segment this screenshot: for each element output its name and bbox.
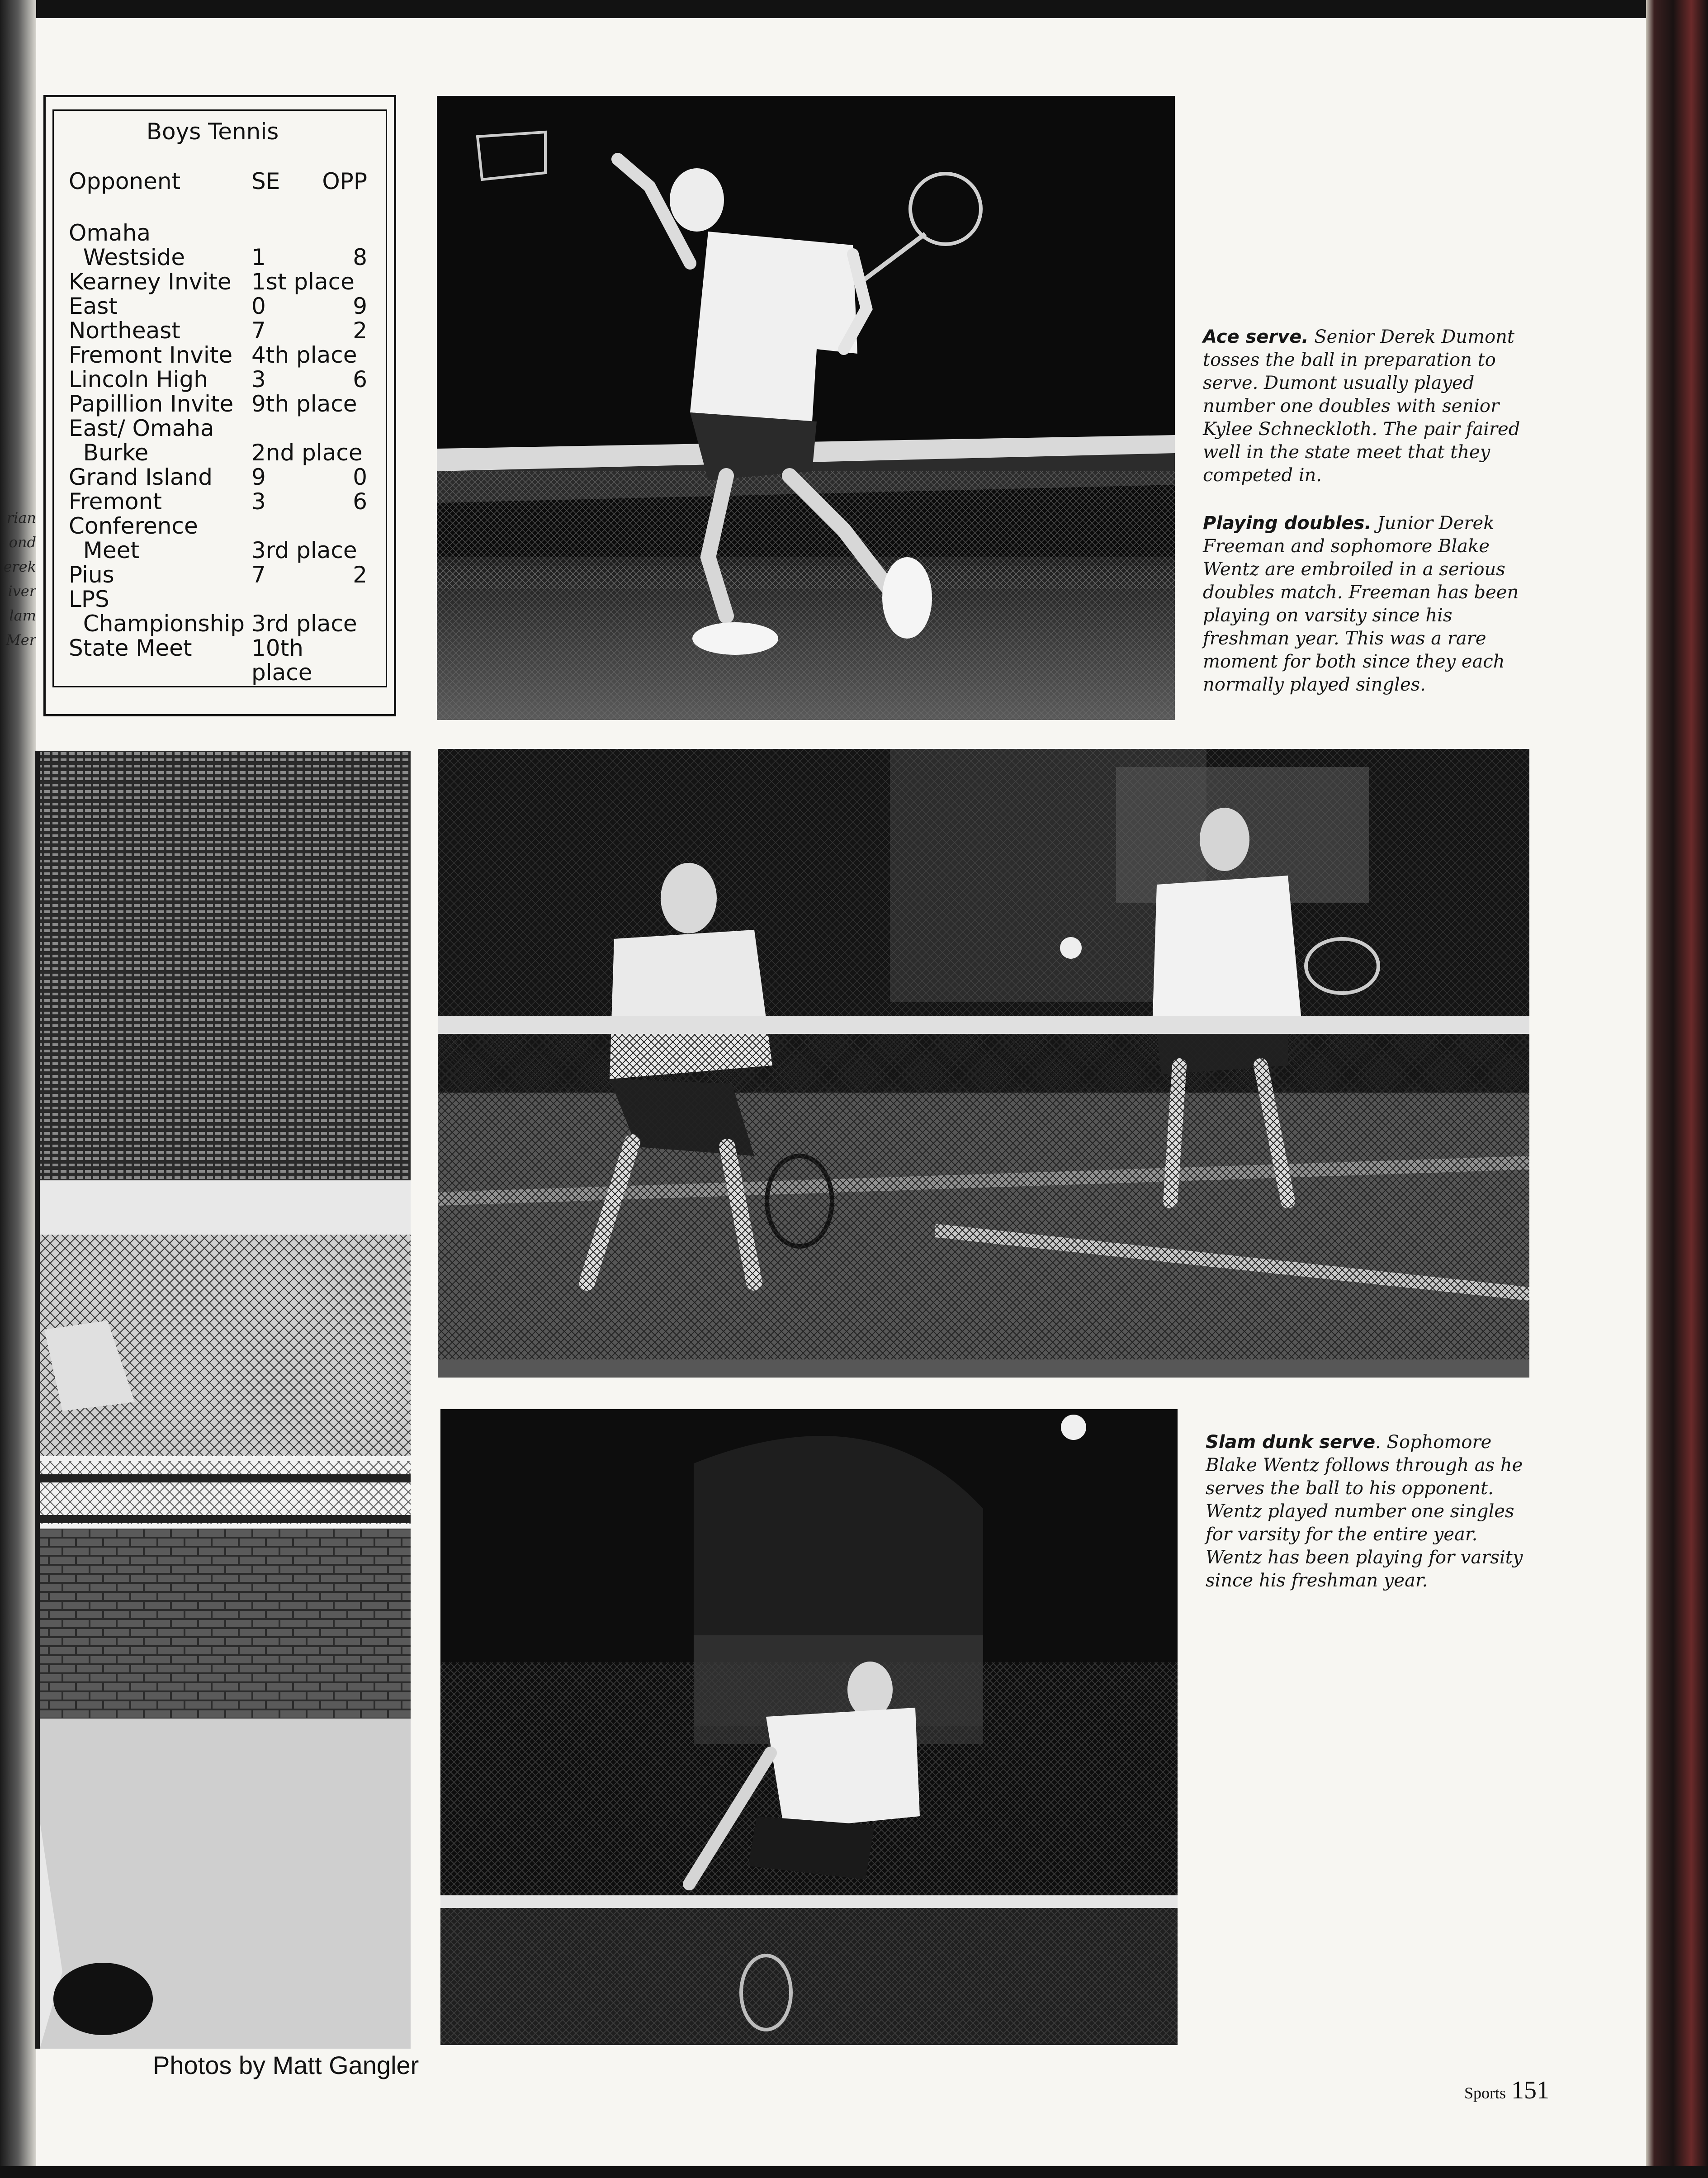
opponent-name: Pius: [69, 562, 114, 588]
placement: 9th place: [251, 391, 357, 417]
prev-page-fragment: ond: [9, 534, 36, 551]
schedule-row: [69, 367, 367, 392]
header-se: SE: [251, 168, 280, 194]
header-opponent: Opponent: [69, 168, 181, 194]
binding-gutter: [0, 0, 36, 2178]
schedule-row: [69, 635, 367, 686]
page-number: 151: [1511, 2076, 1550, 2104]
placement: 3rd place: [251, 537, 357, 563]
opp-score: 6: [353, 488, 367, 515]
opponent-name: Conference Meet: [69, 513, 198, 563]
photo-credit: Photos by Matt Gangler: [153, 2051, 419, 2079]
schedule-row: [69, 514, 367, 563]
se-score: 9: [251, 464, 266, 490]
header-opp: OPP: [322, 168, 367, 194]
schedule-row: [69, 221, 367, 270]
opponent-name: Omaha Westside: [69, 220, 185, 270]
caption-lead: Slam dunk serve: [1206, 1432, 1376, 1453]
opp-score: 9: [353, 293, 367, 319]
caption-ace-serve: [1203, 326, 1528, 487]
prev-page-fragment: erek: [3, 558, 36, 575]
se-score: 1: [251, 244, 266, 270]
opponent-name: Northeast: [69, 317, 180, 344]
opp-score: 8: [353, 244, 367, 270]
folio: [1464, 2076, 1549, 2105]
caption-body: . Sophomore Blake Wentz follows through as he serves the ball to his opponent. Wentz played number one singles for varsity for the entire year. Wentz has been playing for varsity since his freshman year.: [1206, 1432, 1523, 1591]
schedule-row: [69, 489, 367, 514]
opponent-name: Lincoln High: [69, 366, 208, 393]
prev-page-fragment: Mer: [6, 631, 36, 649]
folio-section: Sports: [1464, 2084, 1506, 2102]
se-score: 7: [251, 562, 266, 588]
schedule-title: Boys Tennis: [146, 118, 279, 145]
page-top-edge: [0, 0, 1708, 18]
placement: 10th place: [251, 635, 312, 686]
schedule-row: [69, 318, 367, 343]
caption-body: Senior Derek Dumont tosses the ball in preparation to serve. Dumont usually played number one doubles with senior Kylee Schneckloth. The pair faired well in the state meet that they competed in.: [1203, 327, 1520, 486]
schedule-row: [69, 465, 367, 489]
se-score: 7: [251, 317, 266, 344]
caption-slam-dunk-serve: [1206, 1431, 1531, 1592]
opponent-name: East: [69, 293, 118, 319]
opponent-name: Fremont: [69, 488, 162, 515]
schedule-row: [69, 392, 367, 416]
photo-playing-doubles-art: [438, 749, 1529, 1378]
opponent-name: State Meet: [69, 635, 192, 661]
page-bottom-edge: [0, 2166, 1708, 2178]
schedule-row: [69, 587, 367, 636]
se-score: 3: [251, 366, 266, 393]
opponent-name: Grand Island: [69, 464, 213, 490]
photo-playing-doubles: [438, 749, 1529, 1378]
caption-lead: Ace serve.: [1203, 327, 1309, 347]
photo-ace-serve-art: [437, 96, 1175, 720]
schedule-row: [69, 294, 367, 318]
prev-page-fragment: rian: [6, 509, 36, 526]
photo-fence-left-art: [35, 751, 411, 2049]
opponent-name: East/ Omaha Burke: [69, 415, 214, 466]
opponent-name: Papillion Invite: [69, 391, 234, 417]
placement: 4th place: [251, 342, 357, 368]
schedule-header: [69, 168, 367, 197]
opp-score: 6: [353, 366, 367, 393]
opponent-name: Kearney Invite: [69, 269, 232, 295]
opponent-name: Fremont Invite: [69, 342, 233, 368]
placement: 2nd place: [251, 440, 363, 466]
placement: 3rd place: [251, 611, 357, 637]
prev-page-fragment: lam: [9, 607, 36, 624]
page-right-edge: [1646, 0, 1708, 2178]
se-score: 3: [251, 488, 266, 515]
opp-score: 2: [353, 562, 367, 588]
schedule-row: [69, 343, 367, 367]
opponent-name: LPS Championship: [69, 586, 245, 637]
photo-ace-serve: [437, 96, 1175, 720]
caption-playing-doubles: [1203, 512, 1528, 696]
caption-body: Junior Derek Freeman and sophomore Blake Wentz are embroiled in a serious doubles match. Freeman has been playing on varsity since his freshman year. This was a rare moment for both since they each normally played singles.: [1203, 513, 1519, 695]
photo-fence-left: [35, 751, 411, 2049]
prev-page-fragment: iver: [8, 582, 36, 600]
se-score: 0: [251, 293, 266, 319]
photo-slam-dunk-serve-art: [440, 1409, 1178, 2045]
caption-lead: Playing doubles.: [1203, 513, 1372, 534]
schedule-row: [69, 416, 367, 465]
schedule-row: [69, 563, 367, 587]
photo-slam-dunk-serve: [440, 1409, 1178, 2045]
placement: 1st place: [251, 269, 355, 295]
opp-score: 2: [353, 317, 367, 344]
schedule-row: [69, 270, 367, 294]
schedule-rows: [69, 220, 367, 686]
opp-score: 0: [353, 464, 367, 490]
